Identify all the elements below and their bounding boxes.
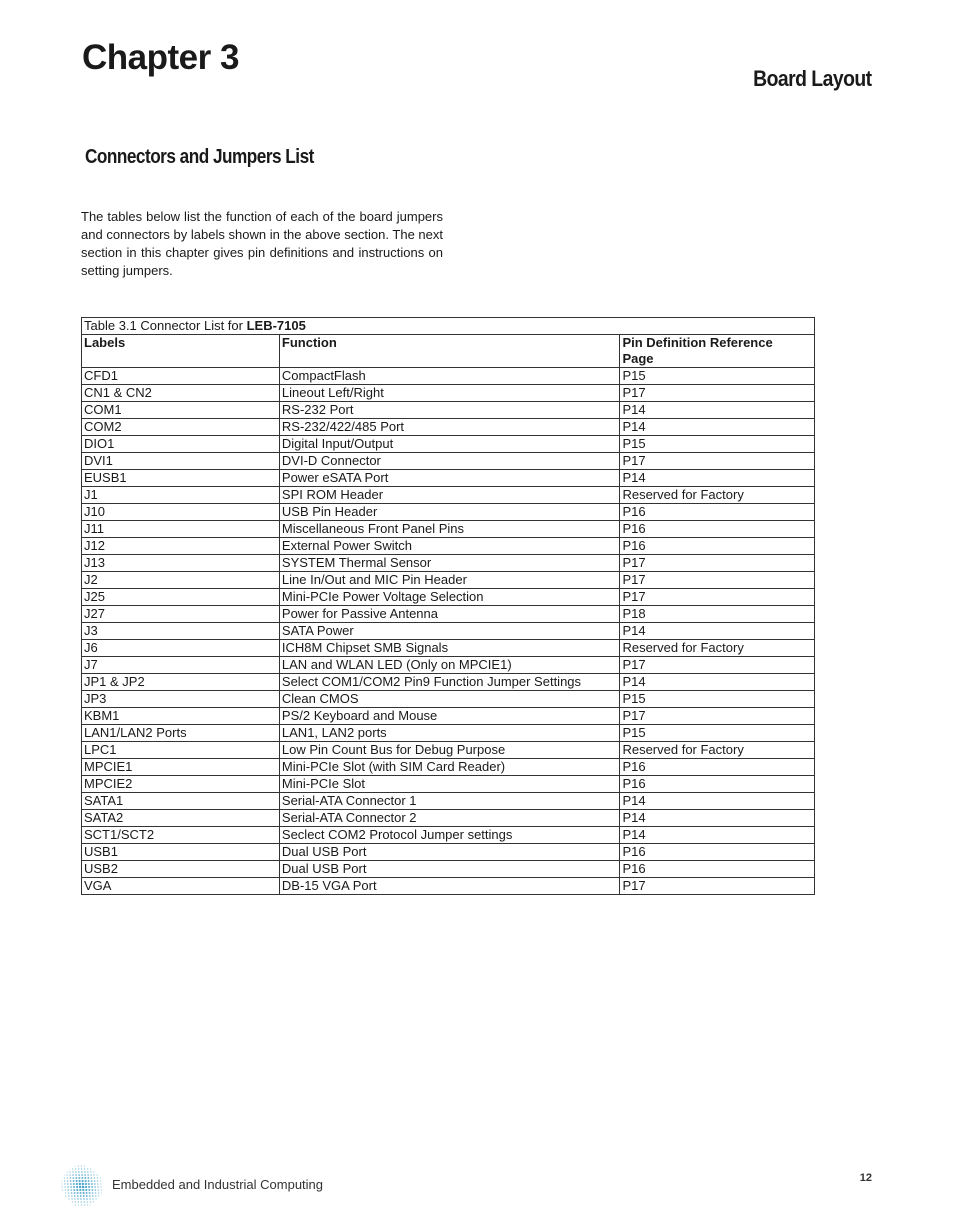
cell-function: SYSTEM Thermal Sensor	[279, 555, 620, 572]
cell-function: RS-232/422/485 Port	[279, 419, 620, 436]
cell-label: KBM1	[82, 708, 280, 725]
cell-label: MPCIE2	[82, 776, 280, 793]
header-pin-reference	[620, 335, 815, 368]
table-row	[82, 453, 815, 470]
cell-page: P14	[620, 827, 815, 844]
cell-function: Mini-PCIe Slot	[279, 776, 620, 793]
cell-function: LAN1, LAN2 ports	[279, 725, 620, 742]
table-row	[82, 572, 815, 589]
cell-label: CFD1	[82, 368, 280, 385]
cell-page: P14	[620, 810, 815, 827]
cell-page: P17	[620, 657, 815, 674]
table-row	[82, 742, 815, 759]
cell-label: J10	[82, 504, 280, 521]
header-pin-reference-line1: Pin Definition Reference	[622, 335, 773, 350]
cell-page: Reserved for Factory	[620, 487, 815, 504]
cell-page: P16	[620, 521, 815, 538]
chapter-title: Chapter 3	[82, 38, 239, 77]
cell-function: Mini-PCIe Slot (with SIM Card Reader)	[279, 759, 620, 776]
section-title: Board Layout	[753, 66, 872, 91]
cell-function: Low Pin Count Bus for Debug Purpose	[279, 742, 620, 759]
cell-page: P14	[620, 402, 815, 419]
cell-page: P17	[620, 589, 815, 606]
connector-list-table	[81, 317, 815, 895]
cell-label: JP1 & JP2	[82, 674, 280, 691]
cell-page: P17	[620, 572, 815, 589]
cell-page: P14	[620, 674, 815, 691]
cell-function: SATA Power	[279, 623, 620, 640]
table-row	[82, 487, 815, 504]
cell-function: ICH8M Chipset SMB Signals	[279, 640, 620, 657]
table-row	[82, 674, 815, 691]
cell-function: Miscellaneous Front Panel Pins	[279, 521, 620, 538]
cell-label: EUSB1	[82, 470, 280, 487]
cell-function: LAN and WLAN LED (Only on MPCIE1)	[279, 657, 620, 674]
cell-label: VGA	[82, 878, 280, 895]
cell-label: SATA1	[82, 793, 280, 810]
cell-page: P18	[620, 606, 815, 623]
header-labels: Labels	[82, 335, 280, 368]
table-row	[82, 691, 815, 708]
table-row	[82, 844, 815, 861]
globe-logo-icon	[60, 1164, 104, 1208]
cell-page: P15	[620, 691, 815, 708]
table-row	[82, 623, 815, 640]
cell-page: Reserved for Factory	[620, 742, 815, 759]
cell-label: J7	[82, 657, 280, 674]
cell-function: Seclect COM2 Protocol Jumper settings	[279, 827, 620, 844]
header-function: Function	[279, 335, 620, 368]
cell-page: P16	[620, 861, 815, 878]
table-row	[82, 555, 815, 572]
table-row	[82, 708, 815, 725]
cell-function: RS-232 Port	[279, 402, 620, 419]
cell-page: P17	[620, 555, 815, 572]
table-header-row	[82, 335, 815, 368]
cell-page: P15	[620, 368, 815, 385]
cell-function: DB-15 VGA Port	[279, 878, 620, 895]
cell-function: Dual USB Port	[279, 844, 620, 861]
cell-function: PS/2 Keyboard and Mouse	[279, 708, 620, 725]
cell-label: J11	[82, 521, 280, 538]
cell-page: P16	[620, 844, 815, 861]
cell-page: P14	[620, 623, 815, 640]
cell-label: J25	[82, 589, 280, 606]
table-row	[82, 521, 815, 538]
cell-label: LAN1/LAN2 Ports	[82, 725, 280, 742]
page-number: 12	[859, 1172, 872, 1184]
table-row	[82, 810, 815, 827]
cell-page: P15	[620, 725, 815, 742]
cell-function: Lineout Left/Right	[279, 385, 620, 402]
table-row	[82, 436, 815, 453]
cell-label: USB1	[82, 844, 280, 861]
cell-label: J1	[82, 487, 280, 504]
cell-label: CN1 & CN2	[82, 385, 280, 402]
cell-label: SCT1/SCT2	[82, 827, 280, 844]
cell-page: P16	[620, 504, 815, 521]
cell-page: P16	[620, 759, 815, 776]
cell-label: J13	[82, 555, 280, 572]
cell-function: Digital Input/Output	[279, 436, 620, 453]
table-caption-model: LEB-7105	[246, 318, 306, 333]
table-row	[82, 759, 815, 776]
cell-label: MPCIE1	[82, 759, 280, 776]
table-row	[82, 402, 815, 419]
cell-label: J2	[82, 572, 280, 589]
table-caption-prefix: Table 3.1 Connector List for	[84, 318, 247, 333]
table-body	[82, 368, 815, 895]
cell-function: CompactFlash	[279, 368, 620, 385]
cell-page: P14	[620, 470, 815, 487]
table-row	[82, 827, 815, 844]
table-row	[82, 504, 815, 521]
cell-page: P16	[620, 776, 815, 793]
table-row	[82, 368, 815, 385]
cell-page: P17	[620, 878, 815, 895]
table-row	[82, 606, 815, 623]
cell-label: JP3	[82, 691, 280, 708]
cell-function: SPI ROM Header	[279, 487, 620, 504]
cell-label: SATA2	[82, 810, 280, 827]
cell-label: J12	[82, 538, 280, 555]
table-row	[82, 470, 815, 487]
cell-label: USB2	[82, 861, 280, 878]
cell-page: P14	[620, 793, 815, 810]
table-row	[82, 589, 815, 606]
content-heading: Connectors and Jumpers List	[85, 146, 314, 168]
cell-function: Power eSATA Port	[279, 470, 620, 487]
cell-label: J27	[82, 606, 280, 623]
cell-label: COM2	[82, 419, 280, 436]
cell-page: P15	[620, 436, 815, 453]
cell-label: DVI1	[82, 453, 280, 470]
cell-label: DIO1	[82, 436, 280, 453]
cell-function: Mini-PCIe Power Voltage Selection	[279, 589, 620, 606]
table-caption	[82, 318, 815, 335]
table-row	[82, 776, 815, 793]
table-row	[82, 861, 815, 878]
table-row	[82, 640, 815, 657]
cell-function: Power for Passive Antenna	[279, 606, 620, 623]
cell-label: LPC1	[82, 742, 280, 759]
table-row	[82, 385, 815, 402]
header-pin-reference-line2: Page	[622, 351, 654, 366]
cell-label: COM1	[82, 402, 280, 419]
cell-function: Serial-ATA Connector 2	[279, 810, 620, 827]
cell-function: Select COM1/COM2 Pin9 Function Jumper Settings	[279, 674, 620, 691]
cell-function: DVI-D Connector	[279, 453, 620, 470]
cell-function: Serial-ATA Connector 1	[279, 793, 620, 810]
cell-page: P17	[620, 453, 815, 470]
table-row	[82, 725, 815, 742]
cell-page: P17	[620, 385, 815, 402]
footer-tagline: Embedded and Industrial Computing	[112, 1177, 324, 1192]
table-row	[82, 538, 815, 555]
cell-function: External Power Switch	[279, 538, 620, 555]
cell-page: P17	[620, 708, 815, 725]
table-row	[82, 793, 815, 810]
table-row	[82, 657, 815, 674]
cell-function: Dual USB Port	[279, 861, 620, 878]
cell-page: P16	[620, 538, 815, 555]
cell-label: J3	[82, 623, 280, 640]
cell-page: Reserved for Factory	[620, 640, 815, 657]
cell-page: P14	[620, 419, 815, 436]
intro-paragraph: The tables below list the function of each of the board jumpers and connectors by labels shown in the above section. The next section in this chapter gives pin definitions and instructions on setting jumpers.	[81, 209, 443, 278]
cell-label: J6	[82, 640, 280, 657]
table-row	[82, 878, 815, 895]
cell-function: USB Pin Header	[279, 504, 620, 521]
table-row	[82, 419, 815, 436]
cell-function: Line In/Out and MIC Pin Header	[279, 572, 620, 589]
table-caption-row	[82, 318, 815, 335]
cell-function: Clean CMOS	[279, 691, 620, 708]
